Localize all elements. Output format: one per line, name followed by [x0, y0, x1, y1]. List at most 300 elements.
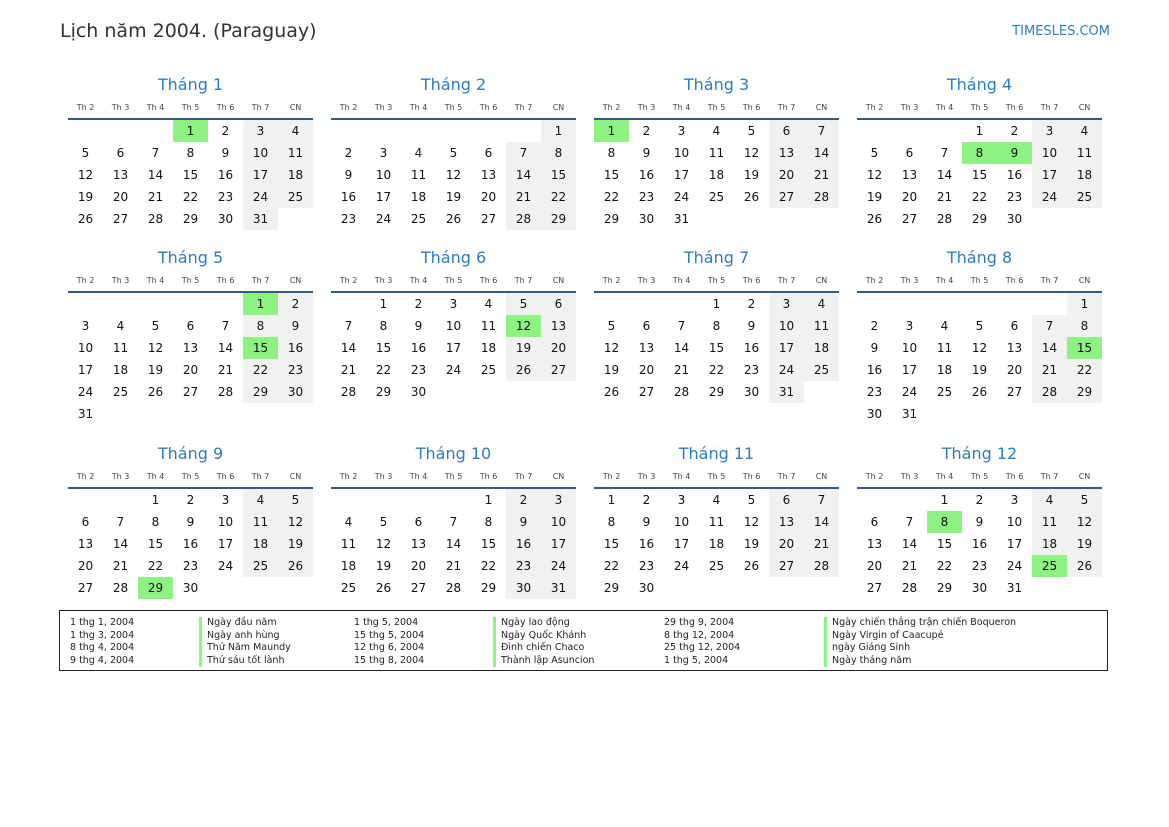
- weekday-label: Th 5: [444, 275, 463, 285]
- day-cell: 18: [708, 537, 725, 551]
- weekday-label: Th 5: [181, 471, 200, 481]
- weekday-header: [68, 269, 313, 293]
- day-cell: 14: [804, 142, 839, 164]
- month-calendar: [331, 443, 576, 603]
- day-cell: 6: [769, 120, 804, 142]
- day-cell: 5: [607, 319, 616, 333]
- legend-holiday-name: Ngày đầu năm: [199, 617, 291, 630]
- day-cell: 12: [743, 146, 760, 160]
- legend-dates-1: [70, 617, 134, 667]
- day-cell: 21: [112, 559, 129, 573]
- day-cell: 16: [217, 168, 234, 182]
- day-cell: 6: [642, 319, 651, 333]
- day-cell: 8: [243, 315, 278, 337]
- day-cell: 6: [484, 146, 493, 160]
- day-cell: 14: [673, 341, 690, 355]
- day-cell: 26: [866, 212, 883, 226]
- day-cell: 3: [541, 489, 576, 511]
- weekday-label: Th 4: [146, 275, 165, 285]
- weekday-header: [68, 465, 313, 489]
- weekday-label: CN: [1078, 102, 1091, 112]
- month-name: Tháng 12: [941, 444, 1018, 463]
- empty-cell: [857, 120, 892, 142]
- day-cell: 29: [708, 385, 725, 399]
- weekday-label: Th 6: [1005, 102, 1024, 112]
- holiday-day-cell: 9: [997, 142, 1032, 164]
- day-cell: 29: [182, 212, 199, 226]
- site-link[interactable]: TIMESLES.COM: [1012, 24, 1110, 39]
- day-cell: 25: [112, 385, 129, 399]
- weekday-header: [68, 96, 313, 120]
- day-cell: 7: [677, 319, 686, 333]
- day-cell: 9: [870, 341, 879, 355]
- day-cell: 3: [1032, 120, 1067, 142]
- day-cell: 21: [804, 533, 839, 555]
- day-cell: 12: [971, 341, 988, 355]
- weekday-label: Th 3: [111, 471, 130, 481]
- day-cell: 17: [77, 363, 94, 377]
- day-cell: 9: [975, 515, 984, 529]
- holiday-day-cell: 15: [1067, 337, 1102, 359]
- weekday-label: Th 3: [374, 102, 393, 112]
- day-cell: 16: [1006, 168, 1023, 182]
- day-cell: 13: [638, 341, 655, 355]
- weekday-label: Th 4: [409, 275, 428, 285]
- weekday-label: Th 3: [111, 102, 130, 112]
- day-grid: [68, 120, 313, 230]
- day-cell: 12: [147, 341, 164, 355]
- day-cell: 17: [445, 341, 462, 355]
- day-cell: 2: [506, 489, 541, 511]
- day-cell: 18: [936, 363, 953, 377]
- day-cell: 13: [769, 511, 804, 533]
- day-cell: 16: [866, 363, 883, 377]
- day-cell: 2: [870, 319, 879, 333]
- weekday-label: Th 3: [900, 102, 919, 112]
- month-name: Tháng 11: [678, 444, 755, 463]
- weekday-label: CN: [289, 275, 302, 285]
- day-cell: 17: [541, 533, 576, 555]
- day-cell: 15: [603, 168, 620, 182]
- weekday-label: CN: [552, 471, 565, 481]
- day-cell: 10: [77, 341, 94, 355]
- day-cell: 15: [936, 537, 953, 551]
- day-cell: 19: [278, 533, 313, 555]
- legend-holiday-name: Đình chiến Chaco: [493, 642, 594, 655]
- legend-date: 8 thg 12, 2004: [664, 629, 735, 641]
- weekday-label: Th 2: [339, 275, 358, 285]
- day-cell: 26: [1067, 555, 1102, 577]
- day-cell: 21: [1032, 359, 1067, 381]
- empty-cell: [138, 293, 173, 315]
- day-cell: 17: [673, 537, 690, 551]
- day-cell: 11: [1032, 511, 1067, 533]
- day-cell: 31: [901, 407, 918, 421]
- day-cell: 26: [77, 212, 94, 226]
- day-cell: 20: [112, 190, 129, 204]
- day-cell: 2: [747, 297, 756, 311]
- day-cell: 24: [375, 212, 392, 226]
- day-grid: [68, 489, 313, 599]
- weekday-label: Th 2: [602, 275, 621, 285]
- legend-date: 1 thg 5, 2004: [354, 617, 419, 628]
- day-cell: 20: [866, 559, 883, 573]
- legend-date: 25 thg 12, 2004: [664, 642, 741, 653]
- day-cell: 28: [936, 212, 953, 226]
- day-cell: 5: [278, 489, 313, 511]
- day-cell: 24: [445, 363, 462, 377]
- weekday-label: Th 2: [339, 102, 358, 112]
- weekday-header: [857, 465, 1102, 489]
- day-cell: 28: [804, 186, 839, 208]
- month-name: Tháng 3: [683, 75, 750, 94]
- weekday-label: Th 7: [514, 275, 533, 285]
- day-cell: 21: [804, 164, 839, 186]
- weekday-label: Th 3: [374, 275, 393, 285]
- day-cell: 15: [541, 164, 576, 186]
- legend-holiday-name: Thứ Năm Maundy: [199, 642, 291, 655]
- day-cell: 5: [975, 319, 984, 333]
- legend-date: 1 thg 1, 2004: [70, 617, 135, 628]
- legend-date: 12 thg 6, 2004: [354, 642, 425, 653]
- day-cell: 1: [1067, 293, 1102, 315]
- day-cell: 22: [480, 559, 497, 573]
- day-cell: 17: [1032, 164, 1067, 186]
- day-grid: [857, 293, 1102, 425]
- day-cell: 6: [414, 515, 423, 529]
- day-cell: 22: [603, 559, 620, 573]
- day-cell: 26: [278, 555, 313, 577]
- day-cell: 13: [480, 168, 497, 182]
- day-cell: 11: [243, 511, 278, 533]
- weekday-label: Th 7: [514, 102, 533, 112]
- day-cell: 13: [182, 341, 199, 355]
- empty-cell: [436, 489, 471, 511]
- day-cell: 27: [1006, 385, 1023, 399]
- day-grid: [594, 489, 839, 599]
- legend-holiday-name: Ngày Quốc Khánh: [493, 630, 594, 643]
- day-cell: 18: [1032, 533, 1067, 555]
- weekday-header: [594, 465, 839, 489]
- day-cell: 27: [769, 555, 804, 577]
- day-cell: 4: [116, 319, 125, 333]
- weekday-label: Th 6: [479, 102, 498, 112]
- month-calendar: [857, 247, 1102, 443]
- day-cell: 11: [112, 341, 129, 355]
- month-calendar: [857, 443, 1102, 603]
- day-cell: 29: [971, 212, 988, 226]
- weekday-label: Th 5: [181, 275, 200, 285]
- weekday-label: Th 7: [1040, 102, 1059, 112]
- day-cell: 21: [901, 559, 918, 573]
- day-cell: 23: [866, 385, 883, 399]
- day-cell: 25: [936, 385, 953, 399]
- day-cell: 13: [1006, 341, 1023, 355]
- day-cell: 18: [112, 363, 129, 377]
- day-cell: 27: [112, 212, 129, 226]
- day-cell: 29: [1067, 381, 1102, 403]
- day-cell: 24: [1032, 186, 1067, 208]
- day-cell: 11: [804, 315, 839, 337]
- day-cell: 18: [410, 190, 427, 204]
- day-cell: 30: [866, 407, 883, 421]
- day-cell: 29: [603, 581, 620, 595]
- day-cell: 22: [147, 559, 164, 573]
- day-cell: 30: [217, 212, 234, 226]
- month-name: Tháng 4: [946, 75, 1013, 94]
- day-cell: 6: [541, 293, 576, 315]
- day-cell: 7: [506, 142, 541, 164]
- day-cell: 14: [804, 511, 839, 533]
- day-cell: 9: [221, 146, 230, 160]
- weekday-label: Th 6: [1005, 471, 1024, 481]
- day-cell: 25: [340, 581, 357, 595]
- day-cell: 30: [743, 385, 760, 399]
- day-cell: 21: [147, 190, 164, 204]
- empty-cell: [366, 120, 401, 142]
- day-cell: 16: [278, 337, 313, 359]
- day-cell: 20: [182, 363, 199, 377]
- day-cell: 19: [866, 190, 883, 204]
- weekday-label: Th 5: [444, 471, 463, 481]
- day-cell: 17: [243, 164, 278, 186]
- day-cell: 1: [484, 493, 493, 507]
- weekday-label: Th 3: [637, 102, 656, 112]
- day-cell: 31: [1006, 581, 1023, 595]
- legend-holiday-name: Ngày lao động: [493, 617, 594, 630]
- month-name: Tháng 6: [420, 248, 487, 267]
- day-cell: 24: [541, 555, 576, 577]
- day-cell: 6: [116, 146, 125, 160]
- weekday-label: CN: [552, 102, 565, 112]
- day-cell: 8: [712, 319, 721, 333]
- empty-cell: [401, 489, 436, 511]
- empty-cell: [138, 120, 173, 142]
- day-cell: 9: [414, 319, 423, 333]
- day-cell: 7: [344, 319, 353, 333]
- day-cell: 19: [603, 363, 620, 377]
- day-cell: 23: [506, 555, 541, 577]
- day-cell: 25: [708, 190, 725, 204]
- weekday-label: Th 7: [1040, 275, 1059, 285]
- day-cell: 7: [804, 120, 839, 142]
- day-cell: 4: [344, 515, 353, 529]
- day-cell: 16: [743, 341, 760, 355]
- day-cell: 20: [77, 559, 94, 573]
- weekday-label: Th 4: [672, 275, 691, 285]
- weekday-label: Th 2: [339, 471, 358, 481]
- day-cell: 22: [243, 359, 278, 381]
- weekday-label: Th 6: [742, 275, 761, 285]
- day-cell: 27: [182, 385, 199, 399]
- day-cell: 19: [1067, 533, 1102, 555]
- day-cell: 30: [971, 581, 988, 595]
- day-cell: 5: [747, 493, 756, 507]
- day-cell: 1: [940, 493, 949, 507]
- day-cell: 1: [379, 297, 388, 311]
- weekday-header: [594, 269, 839, 293]
- day-cell: 6: [870, 515, 879, 529]
- day-cell: 7: [1032, 315, 1067, 337]
- day-cell: 11: [936, 341, 953, 355]
- weekday-label: CN: [552, 275, 565, 285]
- day-cell: 7: [804, 489, 839, 511]
- day-cell: 3: [905, 319, 914, 333]
- day-cell: 24: [243, 186, 278, 208]
- day-cell: 3: [243, 120, 278, 142]
- day-cell: 30: [278, 381, 313, 403]
- day-cell: 24: [217, 559, 234, 573]
- day-cell: 21: [673, 363, 690, 377]
- day-cell: 28: [445, 581, 462, 595]
- day-cell: 30: [638, 581, 655, 595]
- holiday-day-cell: 8: [962, 142, 997, 164]
- month-name: Tháng 5: [157, 248, 224, 267]
- weekday-header: [331, 269, 576, 293]
- day-cell: 24: [673, 559, 690, 573]
- day-cell: 25: [243, 555, 278, 577]
- day-cell: 19: [375, 559, 392, 573]
- day-cell: 16: [340, 190, 357, 204]
- empty-cell: [68, 489, 103, 511]
- weekday-label: Th 3: [637, 471, 656, 481]
- day-cell: 6: [769, 489, 804, 511]
- day-cell: 10: [673, 515, 690, 529]
- day-cell: 4: [712, 493, 721, 507]
- day-cell: 11: [278, 142, 313, 164]
- day-cell: 23: [182, 559, 199, 573]
- day-cell: 28: [901, 581, 918, 595]
- day-cell: 23: [1006, 190, 1023, 204]
- day-cell: 14: [340, 341, 357, 355]
- month-calendar: [594, 443, 839, 603]
- weekday-label: CN: [289, 471, 302, 481]
- holiday-day-cell: 15: [243, 337, 278, 359]
- day-cell: 19: [971, 363, 988, 377]
- day-cell: 5: [81, 146, 90, 160]
- weekday-label: Th 5: [970, 102, 989, 112]
- day-cell: 5: [379, 515, 388, 529]
- day-cell: 6: [905, 146, 914, 160]
- day-cell: 12: [1067, 511, 1102, 533]
- day-cell: 7: [221, 319, 230, 333]
- day-cell: 1: [975, 124, 984, 138]
- weekday-label: Th 3: [111, 275, 130, 285]
- day-cell: 8: [607, 146, 616, 160]
- day-cell: 6: [81, 515, 90, 529]
- day-cell: 20: [480, 190, 497, 204]
- empty-cell: [331, 293, 366, 315]
- day-cell: 20: [769, 533, 804, 555]
- empty-cell: [366, 489, 401, 511]
- day-cell: 22: [603, 190, 620, 204]
- day-cell: 3: [769, 293, 804, 315]
- weekday-header: [331, 96, 576, 120]
- day-cell: 22: [708, 363, 725, 377]
- day-cell: 13: [866, 537, 883, 551]
- weekday-label: Th 2: [865, 102, 884, 112]
- day-cell: 19: [743, 537, 760, 551]
- day-cell: 16: [638, 537, 655, 551]
- weekday-label: Th 3: [900, 471, 919, 481]
- day-cell: 3: [81, 319, 90, 333]
- legend-holiday-name: ngày Giáng Sinh: [824, 642, 1016, 655]
- legend-date: 29 thg 9, 2004: [664, 617, 735, 628]
- day-cell: 26: [743, 559, 760, 573]
- weekday-label: Th 7: [777, 275, 796, 285]
- day-cell: 12: [375, 537, 392, 551]
- day-cell: 4: [278, 120, 313, 142]
- months-grid: [68, 74, 1102, 603]
- day-cell: 9: [278, 315, 313, 337]
- day-cell: 14: [506, 164, 541, 186]
- empty-cell: [594, 293, 629, 315]
- day-cell: 9: [186, 515, 195, 529]
- day-cell: 29: [936, 581, 953, 595]
- month-name: Tháng 2: [420, 75, 487, 94]
- day-grid: [857, 489, 1102, 599]
- day-cell: 29: [243, 381, 278, 403]
- day-cell: 29: [603, 212, 620, 226]
- day-cell: 27: [410, 581, 427, 595]
- empty-cell: [208, 293, 243, 315]
- weekday-label: Th 2: [76, 275, 95, 285]
- day-cell: 30: [182, 581, 199, 595]
- day-cell: 2: [278, 293, 313, 315]
- day-cell: 3: [449, 297, 458, 311]
- legend-dates-2: [354, 617, 424, 667]
- day-cell: 23: [638, 190, 655, 204]
- day-cell: 11: [340, 537, 357, 551]
- day-cell: 25: [708, 559, 725, 573]
- legend-holiday-name: Ngày chiến thắng trận chiến Boqueron: [824, 617, 1016, 630]
- holiday-day-cell: 8: [927, 511, 962, 533]
- day-cell: 4: [1067, 120, 1102, 142]
- month-calendar: [68, 247, 313, 443]
- weekday-label: Th 2: [602, 471, 621, 481]
- empty-cell: [1032, 293, 1067, 315]
- weekday-label: CN: [1078, 275, 1091, 285]
- day-cell: 27: [769, 186, 804, 208]
- weekday-label: Th 7: [251, 102, 270, 112]
- day-cell: 21: [445, 559, 462, 573]
- day-cell: 31: [673, 212, 690, 226]
- weekday-label: Th 7: [1040, 471, 1059, 481]
- day-cell: 2: [414, 297, 423, 311]
- legend-holiday-name: Ngày tháng năm: [824, 655, 1016, 668]
- day-cell: 27: [901, 212, 918, 226]
- weekday-label: Th 4: [935, 102, 954, 112]
- weekday-label: Th 5: [970, 471, 989, 481]
- day-cell: 12: [77, 168, 94, 182]
- empty-cell: [68, 120, 103, 142]
- empty-cell: [331, 120, 366, 142]
- legend-holiday-name: Ngày Virgin of Caacupé: [824, 630, 1016, 643]
- weekday-label: CN: [815, 102, 828, 112]
- holiday-legend: [59, 610, 1108, 671]
- day-cell: 10: [901, 341, 918, 355]
- day-cell: 12: [866, 168, 883, 182]
- day-cell: 27: [866, 581, 883, 595]
- day-cell: 17: [375, 190, 392, 204]
- legend-date: 1 thg 3, 2004: [70, 629, 135, 641]
- weekday-header: [857, 269, 1102, 293]
- day-grid: [68, 293, 313, 425]
- day-cell: 2: [975, 493, 984, 507]
- day-cell: 13: [112, 168, 129, 182]
- day-cell: 23: [743, 363, 760, 377]
- month-calendar: [594, 247, 839, 443]
